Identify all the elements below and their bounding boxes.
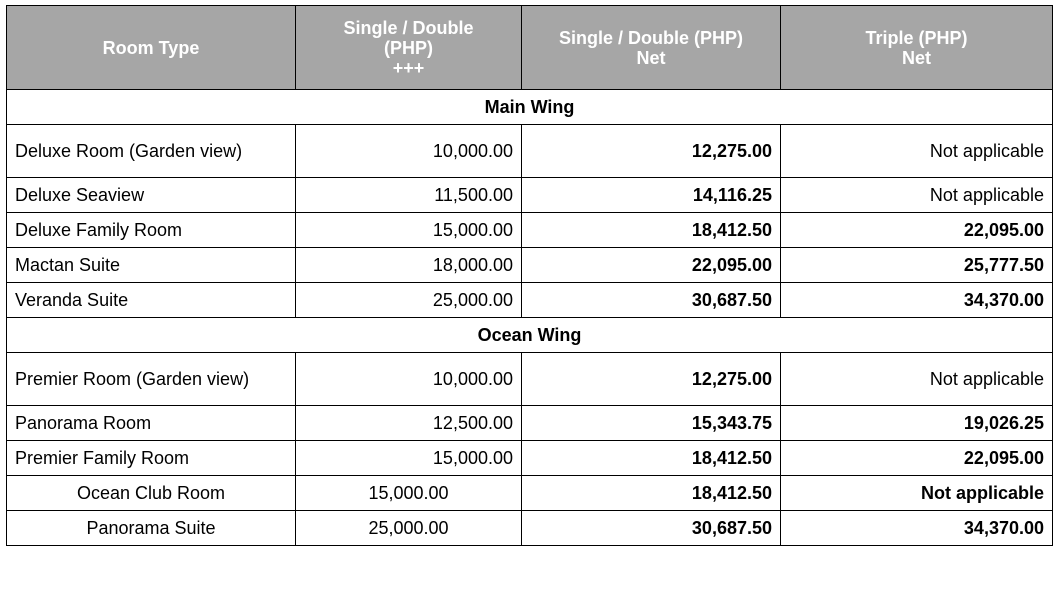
triple-rate: Not applicable (781, 476, 1053, 511)
gross-rate: 15,000.00 (296, 476, 522, 511)
net-rate: 14,116.25 (522, 178, 781, 213)
table-row (7, 125, 1053, 178)
net-rate: 18,412.50 (522, 476, 781, 511)
header-single-double-net (522, 6, 781, 90)
room-name: Premier Family Room (7, 441, 296, 476)
room-rates-table (6, 5, 1053, 546)
table-row (7, 213, 1053, 248)
header-col3-line1: Single / Double (PHP) (558, 27, 743, 48)
net-rate: 18,412.50 (522, 213, 781, 248)
header-col4-line2: Net (901, 47, 931, 68)
gross-rate: 12,500.00 (296, 406, 522, 441)
gross-rate: 15,000.00 (296, 213, 522, 248)
section-title: Ocean Wing (7, 318, 1053, 353)
room-name: Panorama Suite (7, 511, 296, 546)
table-row (7, 476, 1053, 511)
net-rate: 15,343.75 (522, 406, 781, 441)
header-col2-line2: (PHP) (384, 37, 433, 58)
triple-rate: Not applicable (781, 353, 1053, 406)
net-rate: 30,687.50 (522, 511, 781, 546)
section-title: Main Wing (7, 90, 1053, 125)
gross-rate: 11,500.00 (296, 178, 522, 213)
net-rate: 22,095.00 (522, 248, 781, 283)
header-col2-line3: +++ (392, 57, 425, 78)
section-row-ocean-wing (7, 318, 1053, 353)
section-row-main-wing (7, 90, 1053, 125)
room-name: Deluxe Family Room (7, 213, 296, 248)
room-name: Deluxe Room (Garden view) (7, 125, 296, 178)
net-rate: 18,412.50 (522, 441, 781, 476)
triple-rate: 22,095.00 (781, 213, 1053, 248)
header-room-type: Room Type (7, 6, 296, 90)
net-rate: 12,275.00 (522, 353, 781, 406)
gross-rate: 18,000.00 (296, 248, 522, 283)
triple-rate: 19,026.25 (781, 406, 1053, 441)
gross-rate: 15,000.00 (296, 441, 522, 476)
table-row (7, 283, 1053, 318)
table-row (7, 248, 1053, 283)
triple-rate: Not applicable (781, 125, 1053, 178)
header-row (7, 6, 1053, 90)
room-name: Deluxe Seaview (7, 178, 296, 213)
room-name: Veranda Suite (7, 283, 296, 318)
triple-rate: 25,777.50 (781, 248, 1053, 283)
header-triple-net (781, 6, 1053, 90)
triple-rate: Not applicable (781, 178, 1053, 213)
gross-rate: 10,000.00 (296, 353, 522, 406)
net-rate: 30,687.50 (522, 283, 781, 318)
gross-rate: 10,000.00 (296, 125, 522, 178)
net-rate: 12,275.00 (522, 125, 781, 178)
table-row (7, 178, 1053, 213)
table-row (7, 353, 1053, 406)
room-name: Panorama Room (7, 406, 296, 441)
header-col4-line1: Triple (PHP) (865, 27, 968, 48)
triple-rate: 22,095.00 (781, 441, 1053, 476)
table-row (7, 406, 1053, 441)
triple-rate: 34,370.00 (781, 283, 1053, 318)
room-name: Premier Room (Garden view) (7, 353, 296, 406)
header-single-double-gross (296, 6, 522, 90)
header-col3-line2: Net (636, 47, 666, 68)
room-name: Ocean Club Room (7, 476, 296, 511)
gross-rate: 25,000.00 (296, 511, 522, 546)
header-col2-line1: Single / Double (343, 17, 474, 38)
room-name: Mactan Suite (7, 248, 296, 283)
table-row (7, 511, 1053, 546)
gross-rate: 25,000.00 (296, 283, 522, 318)
table-row (7, 441, 1053, 476)
triple-rate: 34,370.00 (781, 511, 1053, 546)
